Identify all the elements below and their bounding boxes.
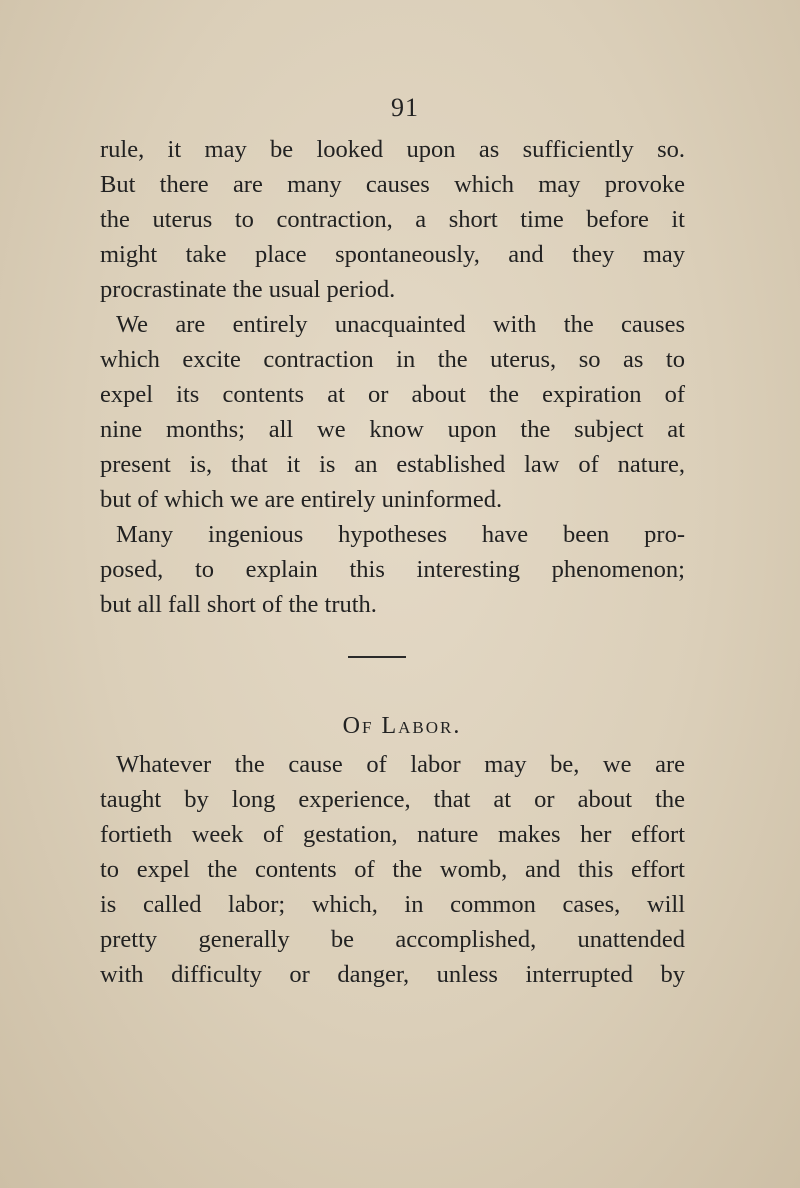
text-line: taught by long experience, that at or about the bbox=[100, 786, 685, 813]
text-line: fortieth week of gestation, nature makes her effort bbox=[100, 821, 685, 848]
text-line: Whatever the cause of labor may be, we are bbox=[116, 751, 685, 778]
text-line: is called labor; which, in common cases, will bbox=[100, 891, 685, 918]
text-line: might take place spontaneously, and they may bbox=[100, 241, 685, 268]
text-line: present is, that it is an established law of nature, bbox=[100, 451, 685, 478]
text-line: but all fall short of the truth. bbox=[100, 591, 377, 618]
section-heading: Of Labor. bbox=[342, 713, 462, 739]
text-line: But there are many causes which may provoke bbox=[100, 171, 685, 198]
paragraph-continuation bbox=[100, 132, 685, 307]
text-line: with difficulty or danger, unless interrupted by bbox=[100, 961, 685, 988]
text-line: expel its contents at or about the expiration of bbox=[100, 381, 685, 408]
paragraph-labor bbox=[100, 747, 685, 992]
text-line: Many ingenious hypotheses have been pro- bbox=[116, 521, 685, 548]
section-divider bbox=[348, 656, 406, 658]
text-line: but of which we are entirely uninformed. bbox=[100, 486, 503, 513]
paragraph-hypotheses bbox=[100, 517, 685, 622]
paragraph-causes bbox=[100, 307, 685, 517]
text-line: procrastinate the usual period. bbox=[100, 276, 396, 303]
text-line: pretty generally be accomplished, unattended bbox=[100, 926, 685, 953]
text-line: rule, it may be looked upon as sufficiently so. bbox=[100, 136, 685, 163]
text-line: which excite contraction in the uterus, so as to bbox=[100, 346, 685, 373]
text-line: to expel the contents of the womb, and this effort bbox=[100, 856, 685, 883]
text-line: We are entirely unacquainted with the causes bbox=[116, 311, 685, 338]
text-line: posed, to explain this interesting phenomenon; bbox=[100, 556, 685, 583]
page-number: 91 bbox=[391, 93, 419, 122]
text-line: the uterus to contraction, a short time before it bbox=[100, 206, 685, 233]
text-line: nine months; all we know upon the subject at bbox=[100, 416, 685, 443]
